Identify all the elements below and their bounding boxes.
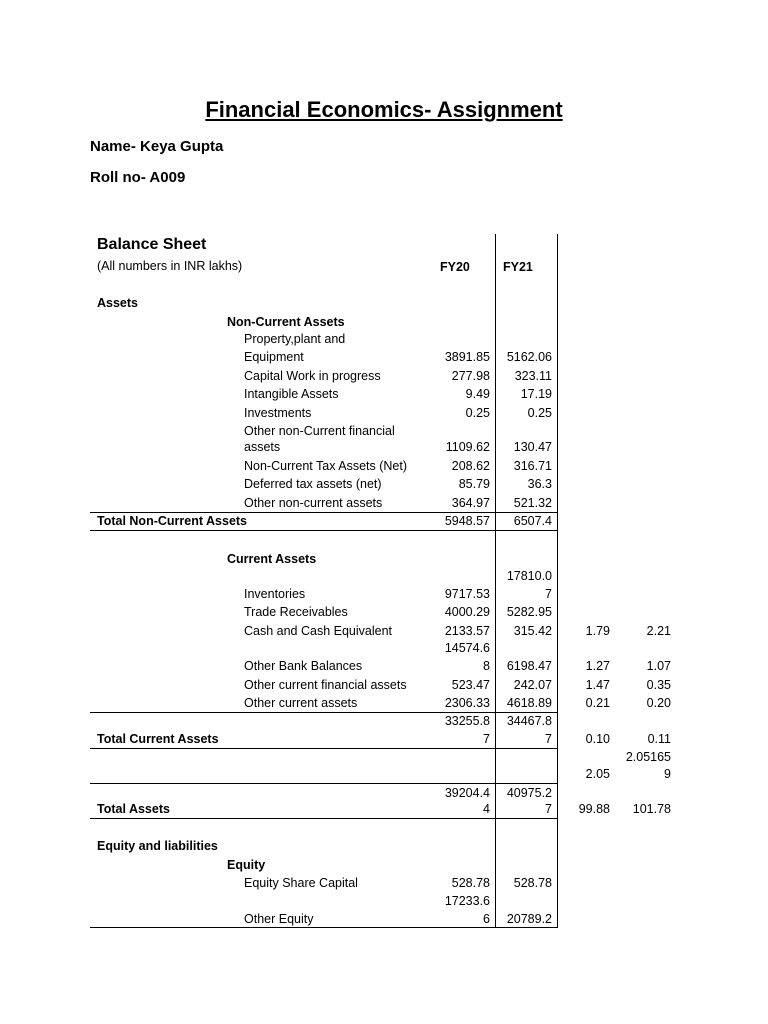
cell-fy20: 33255.8 — [444, 714, 490, 728]
cell-fy20: 17233.6 — [444, 894, 490, 908]
cell-fy20: 208.62 — [451, 459, 490, 473]
row-label: Trade Receivables — [244, 605, 348, 619]
cell-ratio-1: 1.79 — [585, 624, 610, 638]
roll-number: Roll no- A009 — [90, 169, 186, 186]
cell-ratio-1: 0.21 — [585, 696, 610, 710]
row-label: Intangible Assets — [244, 387, 339, 401]
cell-fy20: 7 — [483, 732, 490, 746]
cell-fy21: 315.42 — [513, 624, 552, 638]
cell-fy21: 130.47 — [513, 440, 552, 454]
cell-ratio-2: 0.20 — [646, 696, 671, 710]
cell-fy20: 5948.57 — [444, 514, 490, 528]
cell-ratio-2: 0.35 — [646, 678, 671, 692]
cell-fy20: 2133.57 — [444, 624, 490, 638]
sheet-title: Balance Sheet — [97, 236, 207, 253]
row-label: Other non-Current financial — [244, 424, 395, 438]
total-non-current-label: Total Non-Current Assets — [97, 514, 248, 528]
divider-line — [90, 530, 558, 531]
page-title: Financial Economics- Assignment — [205, 97, 563, 122]
cell-fy21: 20789.2 — [506, 912, 552, 926]
cell-fy20: 4000.29 — [444, 605, 490, 619]
cell-fy20: 8 — [483, 659, 490, 673]
cell-fy20: 9.49 — [465, 387, 490, 401]
cell-fy21: 528.78 — [513, 876, 552, 890]
cell-ratio-2: 1.07 — [646, 659, 671, 673]
sheet-subtitle: (All numbers in INR lakhs) — [97, 259, 243, 273]
cell-fy21: 242.07 — [513, 678, 552, 692]
cell-fy21: 34467.8 — [506, 714, 552, 728]
cell-fy20: 0.25 — [465, 406, 490, 420]
cell-fy21: 17.19 — [520, 387, 552, 401]
cell-fy20: 1109.62 — [445, 440, 490, 454]
cell-fy21: 0.25 — [527, 406, 552, 420]
total-assets-label: Total Assets — [97, 802, 170, 816]
cell-fy21: 7 — [545, 802, 552, 816]
cell-ratio-1: 0.10 — [585, 732, 610, 746]
row-label: Investments — [244, 406, 312, 420]
column-header-fy20: FY20 — [440, 260, 470, 274]
divider-line — [90, 818, 558, 819]
cell-fy21: 4618.89 — [506, 696, 552, 710]
cell-fy21: 5282.95 — [506, 605, 552, 619]
row-label: Capital Work in progress — [244, 369, 381, 383]
cell-fy20: 14574.6 — [444, 641, 490, 655]
cell-fy21: 6198.47 — [506, 659, 552, 673]
cell-fy21: 6507.4 — [513, 514, 552, 528]
cell-fy21: 5162.06 — [506, 350, 552, 364]
cell-fy21: 316.71 — [513, 459, 552, 473]
section-assets: Assets — [97, 296, 138, 310]
section-equity-liabilities: Equity and liabilities — [97, 839, 218, 853]
section-non-current-assets: Non-Current Assets — [227, 315, 345, 329]
cell-fy20: 364.97 — [451, 496, 490, 510]
section-equity: Equity — [227, 858, 266, 872]
row-label: Equipment — [244, 350, 304, 364]
cell-ratio-2: 9 — [664, 767, 671, 781]
column-header-fy21: FY21 — [503, 260, 533, 274]
cell-fy21: 7 — [545, 732, 552, 746]
row-label: Cash and Cash Equivalent — [244, 624, 393, 638]
cell-fy20: 528.78 — [451, 876, 490, 890]
section-current-assets: Current Assets — [227, 552, 317, 566]
column-divider-fy21 — [557, 234, 558, 928]
cell-ratio-2: 2.05165 — [625, 750, 671, 764]
cell-fy21: 323.11 — [514, 369, 552, 383]
total-current-label: Total Current Assets — [97, 732, 219, 746]
divider-line — [90, 748, 558, 749]
cell-fy20: 39204.4 — [444, 786, 490, 800]
cell-fy20: 85.79 — [458, 477, 490, 491]
cell-fy21: 36.3 — [527, 477, 552, 491]
row-label: Other Equity — [244, 912, 314, 926]
cell-fy20: 9717.53 — [444, 587, 490, 601]
cell-fy21: 17810.0 — [506, 569, 552, 583]
cell-ratio-1: 2.05 — [585, 767, 610, 781]
row-label: Property,plant and — [244, 332, 346, 346]
student-name: Name- Keya Gupta — [90, 138, 224, 155]
row-label: Other current financial assets — [244, 678, 407, 692]
cell-fy20: 2306.33 — [444, 696, 490, 710]
row-label: Other current assets — [244, 696, 358, 710]
cell-ratio-2: 101.78 — [632, 802, 671, 816]
cell-ratio-2: 0.11 — [647, 732, 671, 746]
cell-fy20: 523.47 — [451, 678, 490, 692]
cell-ratio-1: 1.47 — [585, 678, 610, 692]
cell-fy20: 3891.85 — [444, 350, 490, 364]
cell-fy21: 521.32 — [513, 496, 552, 510]
cell-fy20: 277.98 — [451, 369, 490, 383]
row-label: Deferred tax assets (net) — [244, 477, 382, 491]
cell-fy20: 4 — [483, 802, 490, 816]
row-label: Inventories — [244, 587, 306, 601]
row-label: Non-Current Tax Assets (Net) — [244, 459, 408, 473]
cell-ratio-1: 1.27 — [585, 659, 610, 673]
cell-fy20: 6 — [483, 912, 490, 926]
row-label: assets — [244, 440, 281, 454]
cell-ratio-2: 2.21 — [646, 624, 671, 638]
row-label: Equity Share Capital — [244, 876, 358, 890]
cell-fy21: 7 — [545, 587, 552, 601]
cell-fy21: 40975.2 — [506, 786, 552, 800]
row-label: Other non-current assets — [244, 496, 383, 510]
row-label: Other Bank Balances — [244, 659, 363, 673]
cell-ratio-1: 99.88 — [578, 802, 610, 816]
